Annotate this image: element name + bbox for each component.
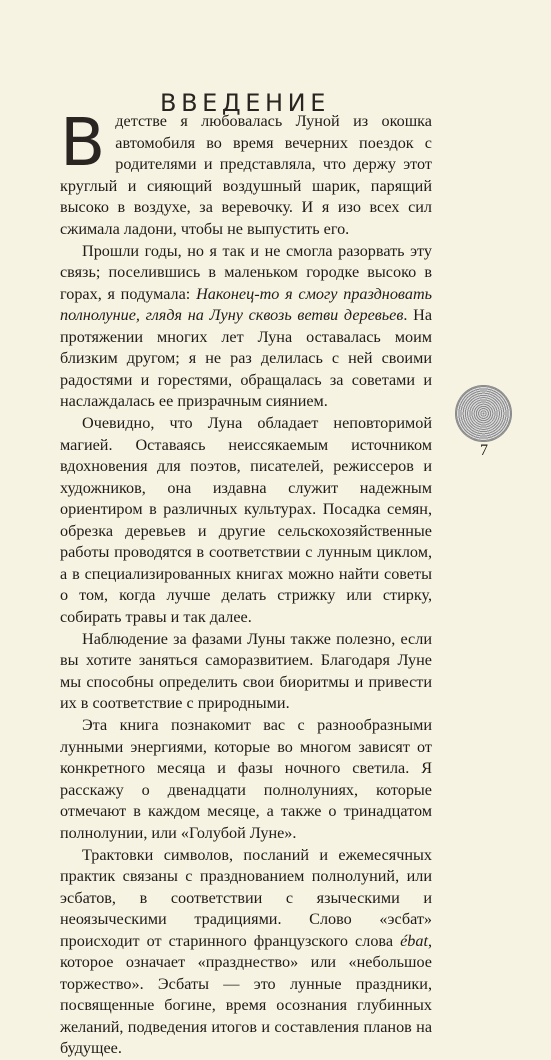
paragraph-6-text-before: Трактовки символов, посланий и ежемесячных практик связаны с празднованием полнолуний, или эсбатов, в соответствии с языческими и неоязыческими традициями. Слово «эсбат» происходит от старинного французского слова [60,845,432,950]
paragraph-2-text-before: Прошли годы, но я так и не смогла разорвать эту связь; поселившись в маленьком городке высоко в горах, я подумала: [60,241,432,303]
paragraph-1 [60,104,432,240]
body-text [60,104,433,1060]
paragraph-5: Эта книга познакомит вас с разнообразными лунными энергиями, которые во многом зависят от конкретного месяца и фазы ночного светила. Я расскажу о двенадцати полнолуниях, которые отмечают в каждом месяце, а также о тринадцатом полнолунии, или «Голубой Луне». [60,716,432,842]
concentric-moon-circles-icon [455,385,512,442]
paragraph-2-text-after: . На протяжении многих лет Луна оставалась моим близким другом; я не раз делилась с ней своими радостями и горестями, обращалась за советами и наслаждалась ее призрачным сиянием. [60,306,433,410]
paragraph-6 [60,845,432,1060]
paragraph-2-italic-text: Наконец-то я смогу праздновать полнолуние, глядя на Луну сквозь ветви деревьев [60,284,433,324]
paragraph-6-italic-text: ébat [400,931,428,950]
paragraph-3: Очевидно, что Луна обладает неповторимой магией. Оставаясь неиссякаемым источником вдохновения для поэтов, писателей, режиссеров и художников, она издавна служит надежным ориентиром в различных культурах. Посадка семян, обрезка деревьев и другие сельскохозяйственные работы проводятся в соответствии с лунным циклом, а в специализированных книгах можно найти советы о том, когда лучше делать стрижку или стирку, собирать травы и так далее. [60,414,432,626]
paragraph-2 [60,241,432,413]
dropcap-letter: В [60,104,106,181]
page-number: 7 [480,442,488,459]
page-title: ВВЕДЕНИЕ [160,89,330,118]
paragraph-6-text-after: , которое означает «празднество» или «небольшое торжество». Эсбаты — это лунные праздники, посвященные богине, время осознания глубинных желаний, подведения итогов и составления планов на будущее. [60,931,432,1057]
paragraph-4: Наблюдение за фазами Луны также полезно, если вы хотите заняться саморазвитием. Благодаря Луне мы способны определить свои биоритмы и привести их в соответствие с природными. [60,629,432,712]
paragraph-1-text: детстве я любовалась Луной из окошка автомобиля во время вечерних поездок с родителями и представляла, что держу этот круглый и сияющий воздушный шарик, парящий высоко в воздухе, за веревочку. И я изо всех сил сжимала ладони, чтобы не выпустить его. [60,112,432,238]
